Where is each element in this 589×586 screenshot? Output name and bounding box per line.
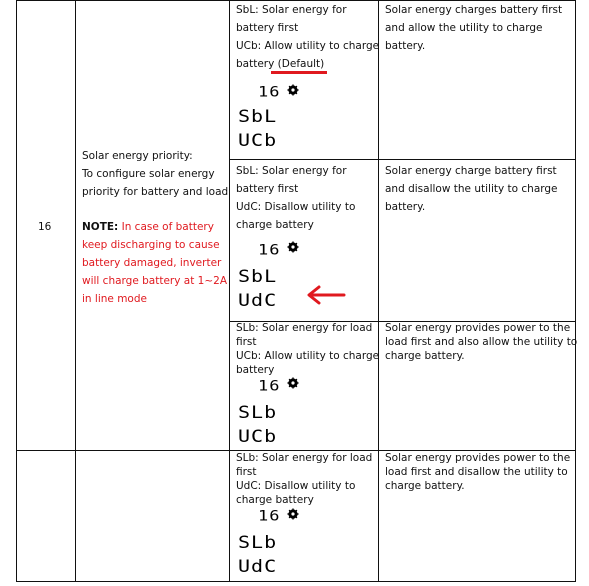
column-divider-1 (75, 0, 76, 582)
option-4-line-1: SLb: Solar energy for load (236, 452, 373, 464)
option-3-desc-line-2: load first and also allow the utility to (385, 336, 578, 348)
option-4-lcd-line-1: SLb (238, 532, 278, 553)
note-text-line-2: keep discharging to cause (82, 239, 220, 251)
setting-title-line-1: Solar energy priority: (82, 150, 193, 162)
note-text-line-5: in line mode (82, 293, 147, 305)
option-3-desc-line-3: charge battery. (385, 350, 465, 362)
option-2-line-1: SbL: Solar energy for (236, 165, 347, 177)
note-label: NOTE: (82, 221, 119, 233)
gear-icon (287, 377, 299, 389)
option-2-line-4: charge battery (236, 219, 314, 231)
option-3-line-2: first (236, 336, 257, 348)
arrow-left-icon (306, 285, 346, 305)
gear-icon (287, 508, 299, 520)
note-text-line-3: battery damaged, inverter (82, 257, 222, 269)
option-3-line-4: battery (236, 364, 275, 376)
option-4-desc-line-1: Solar energy provides power to the (385, 452, 571, 464)
row-divider-1 (229, 159, 576, 160)
option-1-lcd-line-2: UCb (238, 130, 278, 151)
option-4-desc-line-3: charge battery. (385, 480, 465, 492)
default-label: (Default) (277, 58, 325, 70)
option-2-lcd-number: 16 (258, 241, 281, 259)
setting-title-line-2: To configure solar energy (82, 168, 215, 180)
setting-number: 16 (38, 221, 52, 233)
option-1-desc-line-3: battery. (385, 40, 426, 52)
option-1-line-3: UCb: Allow utility to charge (236, 40, 380, 52)
option-1-desc-line-2: and allow the utility to charge (385, 22, 543, 34)
table-border-right (575, 0, 576, 582)
table-border-bottom (16, 581, 576, 582)
option-3-line-1: SLb: Solar energy for load (236, 322, 373, 334)
option-1-line-4-text: battery (236, 58, 278, 70)
column-divider-2 (229, 0, 230, 582)
default-underline (271, 71, 327, 74)
option-1-lcd-line-1: SbL (238, 106, 278, 127)
option-2-desc-line-3: battery. (385, 201, 426, 213)
gear-icon (287, 84, 299, 96)
option-2-line-3: UdC: Disallow utility to (236, 201, 356, 213)
option-4-lcd-number: 16 (258, 507, 281, 525)
option-4-line-3: UdC: Disallow utility to (236, 480, 356, 492)
note (82, 218, 214, 236)
option-4-lcd-line-2: UdC (238, 556, 278, 577)
option-3-lcd-number: 16 (258, 377, 281, 395)
option-4-line-4: charge battery (236, 494, 314, 506)
note-text-line-1: In case of battery (121, 221, 214, 233)
table-border-left (16, 0, 17, 582)
option-1-desc-line-1: Solar energy charges battery first (385, 4, 563, 16)
gear-icon (287, 241, 299, 253)
option-1-lcd-number: 16 (258, 83, 281, 101)
note-text-line-4: will charge battery at 1~2A (82, 275, 228, 287)
option-3-lcd-line-1: SLb (238, 402, 278, 423)
option-3-lcd-line-2: UCb (238, 426, 278, 447)
option-2-line-2: battery first (236, 183, 299, 195)
option-3-desc-line-1: Solar energy provides power to the (385, 322, 571, 334)
option-3-line-3: UCb: Allow utility to charge (236, 350, 380, 362)
option-4-desc-line-2: load first and disallow the utility to (385, 466, 568, 478)
option-2-lcd-line-2: UdC (238, 290, 278, 311)
option-4-line-2: first (236, 466, 257, 478)
setting-title-line-3: priority for battery and load (82, 186, 229, 198)
column-divider-3 (378, 0, 379, 582)
option-1-line-2: battery first (236, 22, 299, 34)
option-2-desc-line-2: and disallow the utility to charge (385, 183, 558, 195)
option-1-line-1: SbL: Solar energy for (236, 4, 347, 16)
option-2-desc-line-1: Solar energy charge battery first (385, 165, 557, 177)
option-2-lcd-line-1: SbL (238, 266, 278, 287)
